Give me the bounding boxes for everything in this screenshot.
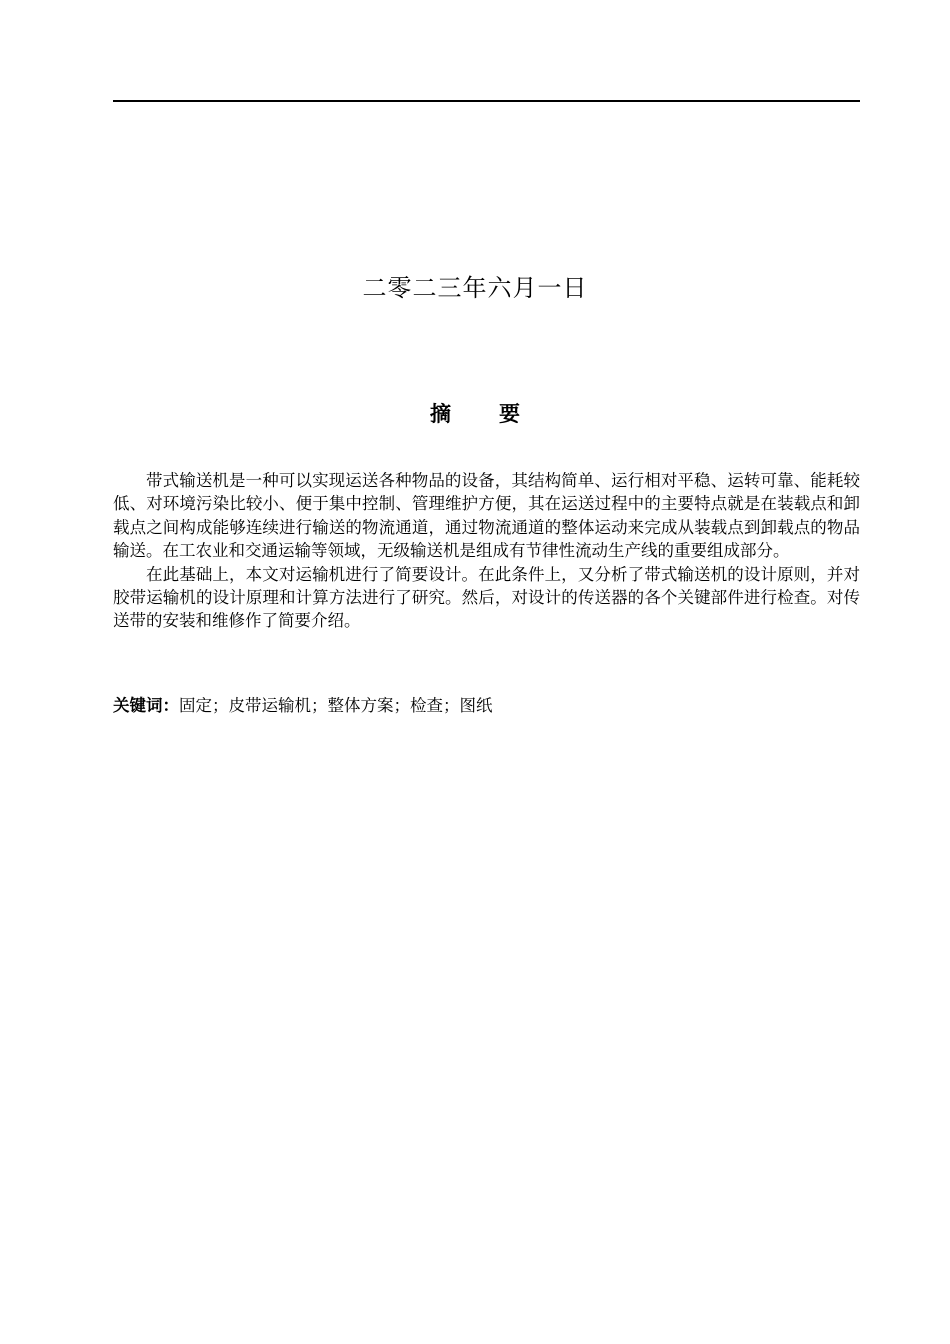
keywords-label: 关键词： [113, 696, 179, 715]
abstract-heading [0, 398, 950, 428]
abstract-heading-char-1: 摘 [430, 402, 451, 426]
abstract-heading-char-2: 要 [499, 402, 520, 426]
abstract-paragraph-1: 带式输送机是一种可以实现运送各种物品的设备，其结构简单、运行相对平稳、运转可靠、能耗较低、对环境污染比较小、便于集中控制、管理维护方便，其在运送过程中的主要特点就是在装载点和卸载点之间构成能够连续进行输送的物流通道，通过物流通道的整体运动来完成从装载点到卸载点的物品输送。在工农业和交通运输等领域，无级输送机是组成有节律性流动生产线的重要组成部分。 [113, 471, 860, 561]
abstract-paragraph-2: 在此基础上，本文对运输机进行了简要设计。在此条件上，又分析了带式输送机的设计原则，并对胶带运输机的设计原理和计算方法进行了研究。然后，对设计的传送器的各个关键部件进行检查。对传送带的安装和维修作了简要介绍。 [113, 564, 860, 631]
abstract-body [113, 469, 860, 633]
document-date: 二零二三年六月一日 [362, 274, 588, 302]
keywords-line [113, 694, 860, 717]
header-rule [113, 100, 860, 102]
keywords-text: 固定；皮带运输机；整体方案；检查；图纸 [179, 696, 493, 715]
